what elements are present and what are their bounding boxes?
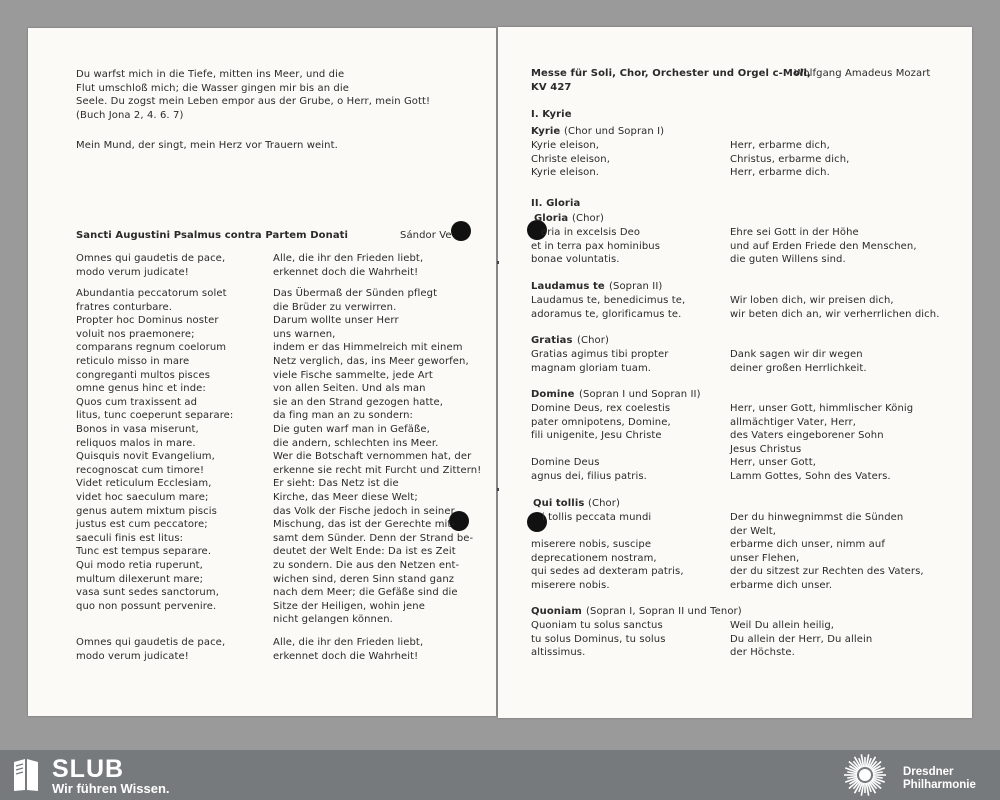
section-name: Kyrie <box>531 126 561 137</box>
latin-verse-line: voluit nos praemonere; <box>76 328 195 340</box>
latin-text-line: i tollis peccata mundi <box>542 512 652 523</box>
german-text-line: unser Flehen, <box>730 552 800 564</box>
latin-verse-line: videt hoc saeculum mare; <box>76 492 209 503</box>
latin-verse-line: Quisquis novit Evangelium, <box>76 451 215 463</box>
latin-text-line: Domine Deus, rex coelestis <box>531 403 671 414</box>
latin-text-line: Christe eleison, <box>531 153 610 165</box>
latin-text-line: miserere nobis, suscipe <box>531 539 652 551</box>
latin-verse-line: genus autem mixtum piscis <box>76 505 217 517</box>
latin-verse-line: vasa sunt sedes sanctorum, <box>76 587 219 599</box>
german-verse-line: das Volk der Fische jedoch in seiner <box>273 505 455 517</box>
psalm-title: Sancti Augustini Psalmus contra Partem Donati <box>76 230 349 241</box>
latin-verse-line: Quos cum traxissent ad <box>76 396 198 408</box>
german-verse-line: Kirche, das Meer diese Welt; <box>273 492 418 503</box>
german-text-line: Weil Du allein heilig, <box>730 620 835 631</box>
german-verse-line: Er sieht: Das Netz ist die <box>273 478 399 490</box>
german-verse-line: Das Übermaß der Sünden pflegt <box>273 288 438 299</box>
starburst-logo-icon <box>842 753 888 797</box>
section-voices: (Chor und Sopran I) <box>564 126 665 137</box>
latin-verse-line: Propter hoc Dominus noster <box>76 315 219 327</box>
latin-text-line: magnam gloriam tuam. <box>531 362 652 374</box>
latin-text-line: Quoniam tu solus sanctus <box>531 620 663 631</box>
german-text-line: Du allein der Herr, Du allein <box>730 633 873 645</box>
latin-verse-line: reliquos malos in mare. <box>76 437 196 449</box>
latin-verse-line: modo verum judicate! <box>76 266 189 278</box>
german-verse-line: da fing man an zu sondern: <box>273 410 414 422</box>
german-verse-line: samt dem Sünder. Denn der Strand be- <box>273 532 474 544</box>
intro-closing-line: Mein Mund, der singt, mein Herz vor Trauern weint. <box>76 140 338 151</box>
latin-text-line: deprecationem nostram, <box>531 552 657 564</box>
german-verse-line: nach dem Meer; die Gefäße sind die <box>273 587 458 599</box>
part-heading: I. Kyrie <box>531 109 572 120</box>
footer-bar <box>0 750 1000 800</box>
german-verse-line: erkennet doch die Wahrheit! <box>273 266 419 278</box>
logo-center <box>859 769 871 781</box>
german-text-line: der Welt, <box>730 525 777 537</box>
latin-verse-line: Omnes qui gaudetis de pace, <box>76 253 226 264</box>
section-voices: (Sopran I und Sopran II) <box>579 389 701 400</box>
german-verse-line: von allen Seiten. Und als man <box>273 383 426 395</box>
latin-text-line: agnus dei, filius patris. <box>531 471 647 482</box>
book-icon <box>12 758 40 792</box>
section-voices: (Sopran II) <box>609 281 663 292</box>
section-name: Laudamus te <box>531 281 605 292</box>
latin-verse-line: Tunc est tempus separare. <box>76 546 212 558</box>
latin-text-line: oria in excelsis Deo <box>541 227 641 238</box>
latin-text-line: qui sedes ad dexteram patris, <box>531 566 684 578</box>
latin-verse-line: congreganti multos pisces <box>76 369 211 381</box>
latin-verse-line: reticulo misso in mare <box>76 356 190 367</box>
german-verse-line: indem er das Himmelreich mit einem <box>273 342 463 354</box>
german-verse-line: Mischung, das ist der Gerechte mit- <box>273 519 456 531</box>
latin-verse-line: modo verum judicate! <box>76 650 189 662</box>
section-voices: (Chor) <box>572 213 604 224</box>
german-text-line: die guten Willens sind. <box>730 254 846 266</box>
latin-verse-line: Omnes qui gaudetis de pace, <box>76 637 226 648</box>
latin-text-line: miserere nobis. <box>531 580 610 591</box>
latin-text-line: pater omnipotens, Domine, <box>531 416 671 428</box>
section-name: Gratias <box>531 335 573 346</box>
latin-verse-line: Qui modo retia ruperunt, <box>76 560 203 571</box>
german-verse-line: Netz verglich, das, ins Meer geworfen, <box>273 356 469 367</box>
latin-verse-line: justus est cum peccatore; <box>76 519 208 531</box>
section-name: Qui tollis <box>533 498 585 509</box>
latin-text-line: bonae voluntatis. <box>531 254 620 266</box>
latin-verse-line: fratres conturbare. <box>76 301 173 313</box>
german-text-line: deiner großen Herrlichkeit. <box>730 362 867 374</box>
german-text-line: Ehre sei Gott in der Höhe <box>730 227 859 238</box>
latin-text-line: tu solus Dominus, tu solus <box>531 633 666 645</box>
latin-verse-line: omne genus hinc et inde: <box>76 383 206 395</box>
german-text-line: allmächtiger Vater, Herr, <box>730 416 857 428</box>
german-text-line: der Höchste. <box>730 647 795 659</box>
german-text-line: Herr, unser Gott, <box>730 457 816 469</box>
german-text-line: erbarme dich unser. <box>730 580 833 591</box>
german-verse-line: wichen sind, deren Sinn stand ganz <box>273 573 455 585</box>
section-name: Domine <box>531 389 575 400</box>
german-text-line: Herr, erbarme dich, <box>730 140 830 151</box>
latin-text-line: Gratias agimus tibi propter <box>531 349 669 360</box>
latin-text-line: Kyrie eleison. <box>531 167 600 179</box>
latin-verse-line: Bonos in vasa miserunt, <box>76 424 199 435</box>
latin-text-line: et in terra pax hominibus <box>531 240 661 252</box>
slub-tagline: Wir führen Wissen. <box>52 781 170 796</box>
german-text-line: Lamm Gottes, Sohn des Vaters. <box>730 471 891 482</box>
latin-verse-line: multum dilexerunt mare; <box>76 573 204 585</box>
latin-verse-line: Videt reticulum Ecclesiam, <box>76 478 212 490</box>
german-text-line: erbarme dich unser, nimm auf <box>730 539 885 551</box>
section-voices: (Chor) <box>577 335 609 346</box>
latin-verse-line: comparans regnum coelorum <box>76 342 227 354</box>
german-verse-line: Alle, die ihr den Frieden liebt, <box>273 253 424 264</box>
german-text-line: Dank sagen wir dir wegen <box>730 349 863 360</box>
german-verse-line: Alle, die ihr den Frieden liebt, <box>273 637 424 648</box>
german-text-line: Christus, erbarme dich, <box>730 153 850 165</box>
latin-text-line: Domine Deus <box>531 457 600 469</box>
german-verse-line: Wer die Botschaft vernommen hat, der <box>273 451 472 463</box>
german-verse-line: erkenne sie recht mit Furcht und Zittern! <box>273 464 482 476</box>
slub-logo-text: SLUB <box>52 755 125 783</box>
german-text-line: des Vaters eingeborener Sohn <box>730 430 884 442</box>
latin-text-line: altissimus. <box>531 647 586 659</box>
section-voices: (Sopran I, Sopran II und Tenor) <box>586 606 742 617</box>
german-text-line: Herr, erbarme dich. <box>730 167 830 179</box>
section-name: Gloria <box>534 213 569 224</box>
fold-mark <box>497 488 499 491</box>
latin-verse-line: recognoscat cum timore! <box>76 464 205 476</box>
intro-line: Flut umschloß mich; die Wasser gingen mir bis an die <box>76 82 349 94</box>
german-verse-line: viele Fische sammelte, jede Art <box>273 369 433 381</box>
part-heading: II. Gloria <box>531 198 581 209</box>
intro-line: Du warfst mich in die Tiefe, mitten ins Meer, und die <box>76 69 345 80</box>
german-text-line: wir beten dich an, wir verherrlichen dich. <box>730 308 940 320</box>
german-text-line: der du sitzest zur Rechten des Vaters, <box>730 566 924 578</box>
german-text-line: Jesus Christus <box>730 443 802 455</box>
german-text-line: und auf Erden Friede den Menschen, <box>730 240 917 252</box>
german-verse-line: deutet der Welt Ende: Da ist es Zeit <box>273 546 456 558</box>
german-verse-line: Die guten warf man in Gefäße, <box>273 424 430 435</box>
german-text-line: Der du hinwegnimmst die Sünden <box>730 512 904 523</box>
german-text-line: Wir loben dich, wir preisen dich, <box>730 295 894 306</box>
latin-verse-line: saeculi finis est litus: <box>76 532 184 544</box>
work-composer: Wolfgang Amadeus Mozart <box>794 68 931 79</box>
german-text-line: Herr, unser Gott, himmlischer König <box>730 403 914 414</box>
german-verse-line: die Brüder zu verwirren. <box>273 301 397 313</box>
german-verse-line: nicht gelangen können. <box>273 614 393 626</box>
work-catalogue: KV 427 <box>531 82 572 93</box>
german-verse-line: Darum wollte unser Herr <box>273 315 399 327</box>
work-title: Messe für Soli, Chor, Orchester und Orgel c-Moll, <box>531 68 811 79</box>
latin-verse-line: quo non possunt pervenire. <box>76 600 217 612</box>
intro-line: (Buch Jona 2, 4. 6. 7) <box>76 109 184 121</box>
german-verse-line: die andern, schlechten ins Meer. <box>273 437 439 449</box>
punch-hole <box>451 221 471 241</box>
latin-text-line: fili unigenite, Jesu Christe <box>531 430 662 442</box>
german-verse-line: Sitze der Heiligen, wohin jene <box>273 600 425 612</box>
fold-mark <box>497 261 499 264</box>
latin-text-line: Laudamus te, benedicimus te, <box>531 295 686 306</box>
german-verse-line: sie an den Strand gezogen hatte, <box>273 396 444 408</box>
german-verse-line: uns warnen, <box>273 328 336 340</box>
german-verse-line: erkennet doch die Wahrheit! <box>273 650 419 662</box>
latin-text-line: Kyrie eleison, <box>531 140 600 151</box>
latin-text-line: adoramus te, glorificamus te. <box>531 308 682 320</box>
section-name: Quoniam <box>531 606 582 617</box>
intro-line: Seele. Du zogst mein Leben empor aus der Grube, o Herr, mein Gott! <box>76 96 431 108</box>
psalm-composer: Sándor Ve <box>400 230 452 241</box>
partner-name: Dresdner Philharmonie <box>903 766 976 791</box>
german-verse-line: zu sondern. Die aus den Netzen ent- <box>273 560 460 571</box>
section-voices: (Chor) <box>588 498 620 509</box>
latin-verse-line: Abundantia peccatorum solet <box>76 288 227 299</box>
latin-verse-line: litus, tunc coeperunt separare: <box>76 410 234 422</box>
